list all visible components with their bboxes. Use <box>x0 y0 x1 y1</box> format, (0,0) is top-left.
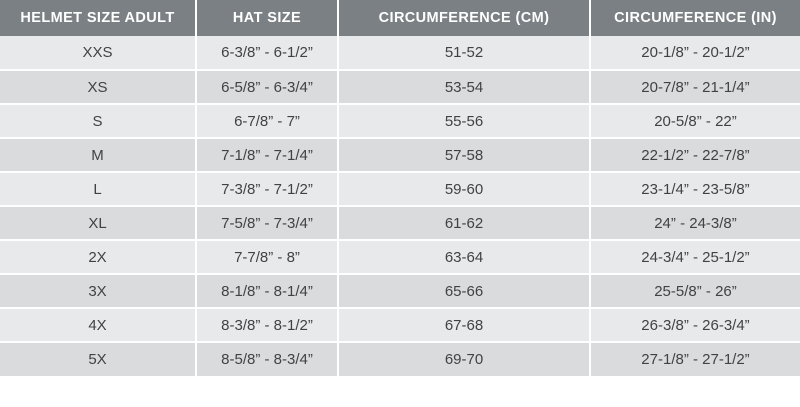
table-body <box>0 36 800 376</box>
table-row <box>0 342 800 376</box>
cell-circumference-cm: 67-68 <box>338 308 590 342</box>
cell-helmet-size: XS <box>0 70 196 104</box>
cell-hat-size: 7-1/8” - 7-1/4” <box>196 138 338 172</box>
table-row <box>0 206 800 240</box>
cell-hat-size: 8-3/8” - 8-1/2” <box>196 308 338 342</box>
column-header-circumference-in: CIRCUMFERENCE (IN) <box>590 0 800 36</box>
cell-helmet-size: 5X <box>0 342 196 376</box>
cell-circumference-in: 20-1/8” - 20-1/2” <box>590 36 800 70</box>
table-row <box>0 104 800 138</box>
cell-hat-size: 7-3/8” - 7-1/2” <box>196 172 338 206</box>
table-row <box>0 138 800 172</box>
cell-helmet-size: 4X <box>0 308 196 342</box>
cell-circumference-cm: 61-62 <box>338 206 590 240</box>
cell-helmet-size: S <box>0 104 196 138</box>
cell-helmet-size: L <box>0 172 196 206</box>
cell-helmet-size: 3X <box>0 274 196 308</box>
cell-hat-size: 6-3/8” - 6-1/2” <box>196 36 338 70</box>
cell-circumference-cm: 65-66 <box>338 274 590 308</box>
cell-circumference-cm: 57-58 <box>338 138 590 172</box>
cell-hat-size: 8-1/8” - 8-1/4” <box>196 274 338 308</box>
table-row <box>0 36 800 70</box>
cell-hat-size: 6-7/8” - 7” <box>196 104 338 138</box>
table-header <box>0 0 800 36</box>
cell-hat-size: 7-7/8” - 8” <box>196 240 338 274</box>
cell-hat-size: 6-5/8” - 6-3/4” <box>196 70 338 104</box>
column-header-helmet-size-adult: HELMET SIZE ADULT <box>0 0 196 36</box>
cell-helmet-size: XXS <box>0 36 196 70</box>
cell-hat-size: 7-5/8” - 7-3/4” <box>196 206 338 240</box>
cell-hat-size: 8-5/8” - 8-3/4” <box>196 342 338 376</box>
table-row <box>0 70 800 104</box>
cell-circumference-in: 22-1/2” - 22-7/8” <box>590 138 800 172</box>
cell-circumference-in: 24-3/4” - 25-1/2” <box>590 240 800 274</box>
cell-circumference-cm: 51-52 <box>338 36 590 70</box>
cell-helmet-size: XL <box>0 206 196 240</box>
cell-circumference-in: 23-1/4” - 23-5/8” <box>590 172 800 206</box>
table-row <box>0 240 800 274</box>
cell-circumference-cm: 69-70 <box>338 342 590 376</box>
cell-circumference-in: 25-5/8” - 26” <box>590 274 800 308</box>
cell-circumference-cm: 53-54 <box>338 70 590 104</box>
cell-circumference-in: 26-3/8” - 26-3/4” <box>590 308 800 342</box>
cell-circumference-in: 20-5/8” - 22” <box>590 104 800 138</box>
cell-helmet-size: 2X <box>0 240 196 274</box>
cell-circumference-cm: 63-64 <box>338 240 590 274</box>
cell-circumference-in: 27-1/8” - 27-1/2” <box>590 342 800 376</box>
column-header-hat-size: HAT SIZE <box>196 0 338 36</box>
cell-circumference-cm: 59-60 <box>338 172 590 206</box>
table-row <box>0 274 800 308</box>
cell-helmet-size: M <box>0 138 196 172</box>
cell-circumference-in: 24” - 24-3/8” <box>590 206 800 240</box>
cell-circumference-cm: 55-56 <box>338 104 590 138</box>
table-row <box>0 172 800 206</box>
column-header-circumference-cm: CIRCUMFERENCE (CM) <box>338 0 590 36</box>
header-row <box>0 0 800 36</box>
cell-circumference-in: 20-7/8” - 21-1/4” <box>590 70 800 104</box>
table-row <box>0 308 800 342</box>
